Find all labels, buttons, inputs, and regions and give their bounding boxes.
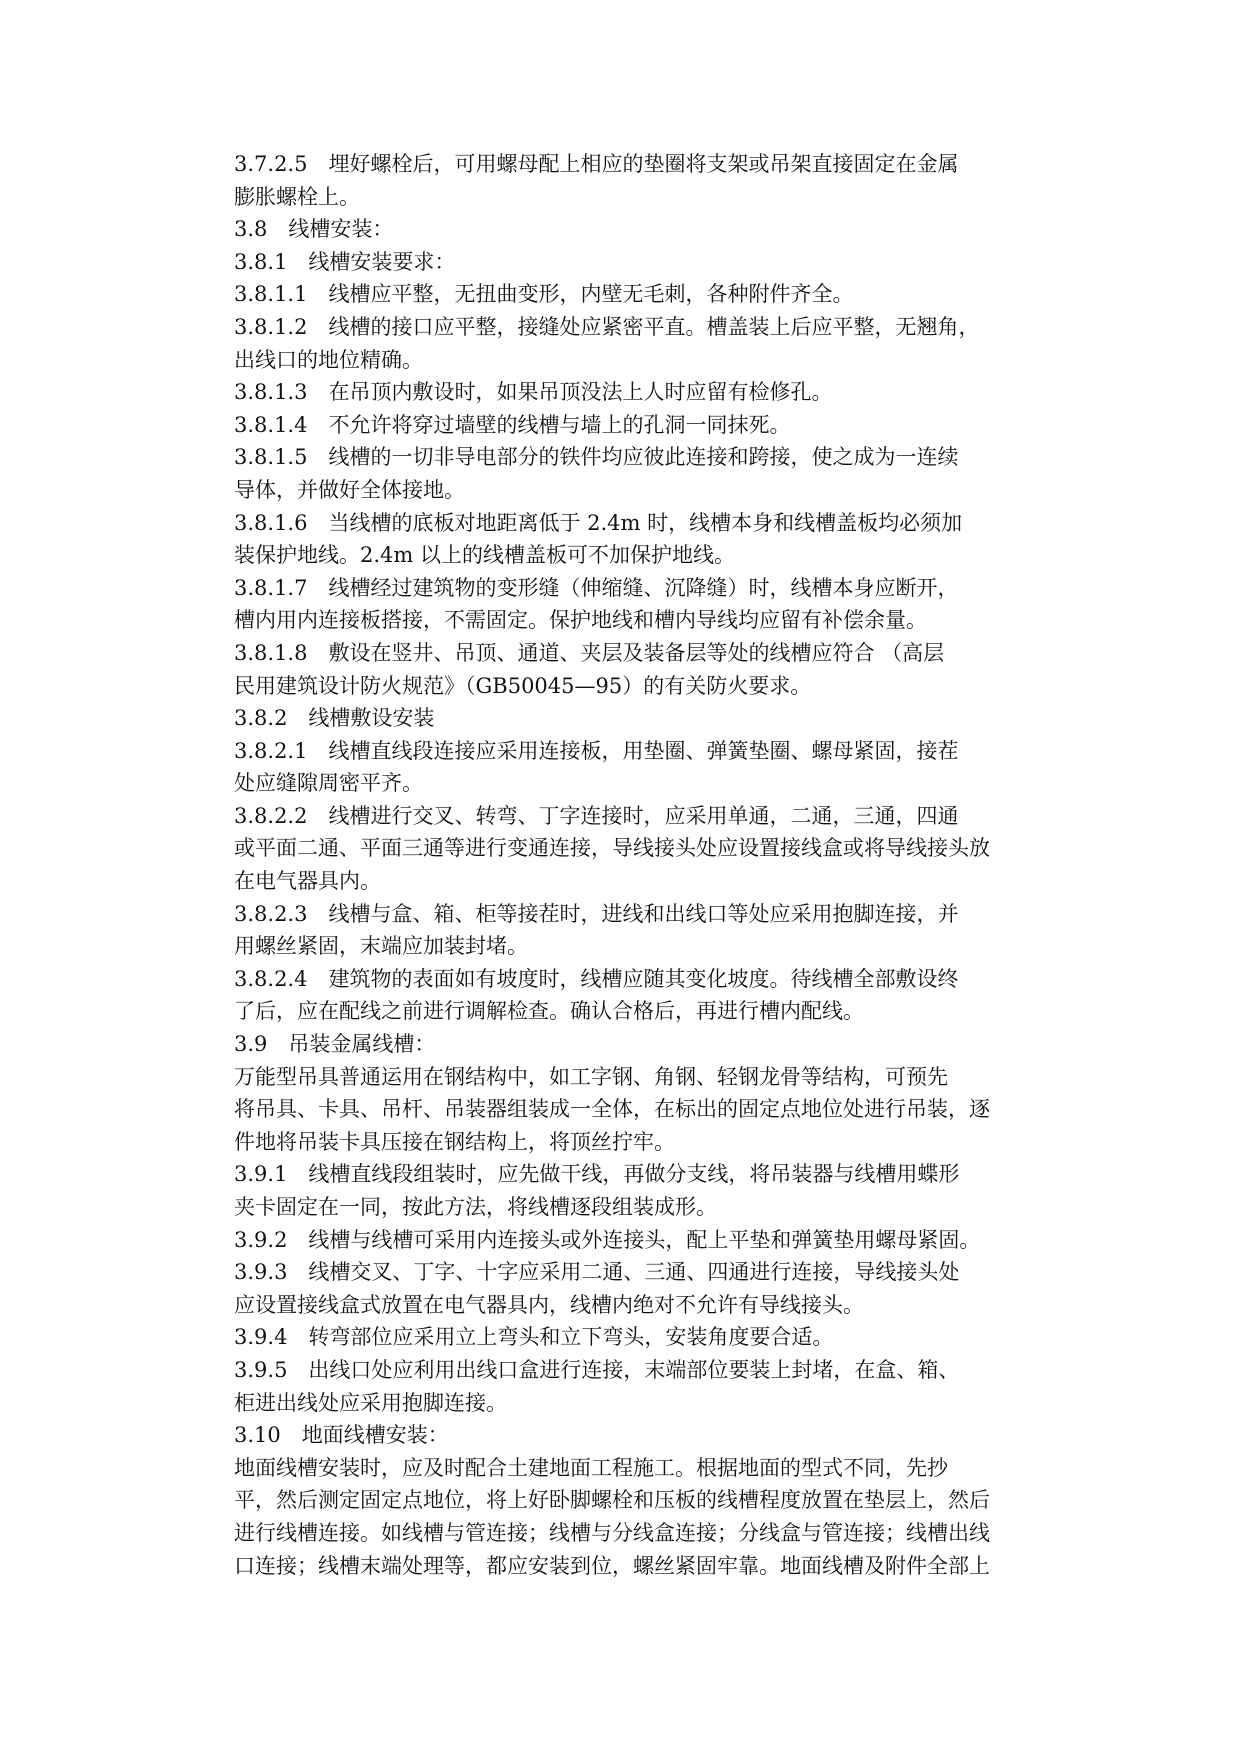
text-line: 3.8.1.3 在吊顶内敷设时，如果吊顶没法上人时应留有检修孔。 bbox=[234, 380, 833, 405]
text-line: 3.8 线槽安装： bbox=[234, 217, 394, 242]
text-line: 3.9.3 线槽交叉、丁字、十字应采用二通、三通、四通进行连接，导线接头处 bbox=[234, 1260, 960, 1285]
text-line: 3.8.1.5 线槽的一切非导电部分的铁件均应彼此连接和跨接，使之成为一连续 bbox=[234, 445, 959, 470]
text-line: 3.8.1.7 线槽经过建筑物的变形缝（伸缩缝、沉降缝）时，线槽本身应断开， bbox=[234, 575, 959, 600]
paragraph bbox=[187, 963, 1087, 1028]
text-line: 地面线槽安装时，应及时配合土建地面工程施工。根据地面的型式不同，先抄 bbox=[234, 1455, 948, 1480]
text-line: 了后，应在配线之前进行调解检查。确认合格后，再进行槽内配线。 bbox=[234, 999, 864, 1024]
text-line: 出线口的地位精确。 bbox=[234, 347, 423, 372]
text-line: 3.8.1.1 线槽应平整，无扭曲变形，内壁无毛刺，各种附件齐全。 bbox=[234, 282, 854, 307]
paragraph bbox=[187, 637, 1087, 702]
text-line: 3.9 吊装金属线槽： bbox=[234, 1032, 436, 1057]
text-line: 柜进出线处应采用抱脚连接。 bbox=[234, 1390, 507, 1415]
paragraph bbox=[187, 1061, 1087, 1159]
paragraph bbox=[187, 572, 1087, 637]
paragraph bbox=[187, 409, 1087, 442]
paragraph bbox=[187, 278, 1087, 311]
paragraph bbox=[187, 1224, 1087, 1257]
paragraph bbox=[187, 702, 1087, 735]
text-line: 3.8.1.4 不允许将穿过墙壁的线槽与墙上的孔洞一同抹死。 bbox=[234, 412, 791, 437]
text-line: 3.7.2.5 埋好螺栓后，可用螺母配上相应的垫圈将支架或吊架直接固定在金属 bbox=[234, 152, 959, 176]
paragraph bbox=[187, 1452, 1087, 1582]
paragraph bbox=[187, 1354, 1087, 1419]
paragraph bbox=[187, 1256, 1087, 1321]
text-line: 3.8.2.4 建筑物的表面如有坡度时，线槽应随其变化坡度。待线槽全部敷设终 bbox=[234, 966, 959, 991]
paragraph bbox=[187, 898, 1087, 963]
text-line: 3.8.2.1 线槽直线段连接应采用连接板，用垫圈、弹簧垫圈、螺母紧固，接茬 bbox=[234, 738, 959, 763]
paragraph bbox=[187, 246, 1087, 279]
paragraph bbox=[187, 735, 1087, 800]
text-line: 3.9.1 线槽直线段组装时，应先做干线，再做分支线，将吊装器与线槽用蝶形 bbox=[234, 1162, 960, 1187]
text-line: 3.8.1.6 当线槽的底板对地距离低于 2.4m 时，线槽本身和线槽盖板均必须加 bbox=[234, 510, 963, 535]
text-line: 3.8.2 线槽敷设安装 bbox=[234, 706, 435, 731]
paragraph bbox=[187, 441, 1087, 506]
text-line: 或平面二通、平面三通等进行变通连接，导线接头处应设置接线盒或将导线接头放 bbox=[234, 836, 990, 861]
paragraph bbox=[187, 1028, 1087, 1061]
text-line: 3.9.5 出线口处应利用出线口盒进行连接，末端部位要装上封堵，在盒、箱、 bbox=[234, 1357, 960, 1382]
text-line: 进行线槽连接。如线槽与管连接；线槽与分线盒连接；分线盒与管连接；线槽出线 bbox=[234, 1520, 990, 1545]
text-line: 导体，并做好全体接地。 bbox=[234, 477, 465, 502]
text-line: 槽内用内连接板搭接，不需固定。保护地线和槽内导线均应留有补偿余量。 bbox=[234, 608, 927, 633]
text-line: 将吊具、卡具、吊杆、吊装器组装成一全体，在标出的固定点地位处进行吊装，逐 bbox=[234, 1097, 990, 1122]
text-line: 3.8.1 线槽安装要求： bbox=[234, 249, 456, 274]
paragraph bbox=[187, 800, 1087, 898]
paragraph bbox=[187, 376, 1087, 409]
text-line: 夹卡固定在一同，按此方法，将线槽逐段组装成形。 bbox=[234, 1195, 717, 1219]
paragraph bbox=[187, 1321, 1087, 1354]
paragraph bbox=[187, 148, 1087, 213]
paragraph bbox=[187, 311, 1087, 376]
text-line: 3.10 地面线槽安装： bbox=[234, 1423, 449, 1448]
text-line: 用螺丝紧固，末端应加装封堵。 bbox=[234, 934, 528, 959]
text-line: 平，然后测定固定点地位，将上好卧脚螺栓和压板的线槽程度放置在垫层上，然后 bbox=[234, 1488, 990, 1513]
text-line: 口连接；线槽末端处理等，都应安装到位，螺丝紧固牢靠。地面线槽及附件全部上 bbox=[234, 1553, 990, 1578]
paragraph bbox=[187, 213, 1087, 246]
text-line: 处应缝隙周密平齐。 bbox=[234, 771, 423, 796]
text-line: 万能型吊具普通运用在钢结构中，如工字钢、角钢、轻钢龙骨等结构，可预先 bbox=[234, 1064, 948, 1089]
text-line: 3.8.1.8 敷设在竖井、吊顶、通道、夹层及装备层等处的线槽应符合 （高层 bbox=[234, 640, 945, 665]
text-line: 3.9.4 转弯部位应采用立上弯头和立下弯头，安装角度要合适。 bbox=[234, 1325, 834, 1350]
text-line: 3.8.1.2 线槽的接口应平整，接缝处应紧密平直。槽盖装上后应平整，无翘角， bbox=[234, 314, 980, 339]
text-line: 3.9.2 线槽与线槽可采用内连接头或外连接头，配上平垫和弹簧垫用螺母紧固。 bbox=[234, 1227, 981, 1252]
text-line: 在电气器具内。 bbox=[234, 869, 381, 894]
paragraph bbox=[187, 507, 1087, 572]
paragraph bbox=[187, 1158, 1087, 1223]
document-body bbox=[187, 148, 1087, 1582]
text-line: 膨胀螺栓上。 bbox=[234, 184, 360, 209]
paragraph bbox=[187, 1419, 1087, 1452]
text-line: 件地将吊装卡具压接在钢结构上，将顶丝拧牢。 bbox=[234, 1129, 675, 1154]
text-line: 装保护地线。2.4m 以上的线槽盖板可不加保护地线。 bbox=[234, 543, 735, 568]
text-line: 应设置接线盒式放置在电气器具内，线槽内绝对不允许有导线接头。 bbox=[234, 1292, 864, 1317]
text-line: 民用建筑设计防火规范》（GB50045—95）的有关防火要求。 bbox=[234, 673, 812, 698]
text-line: 3.8.2.2 线槽进行交叉、转弯、丁字连接时，应采用单通，二通，三通，四通 bbox=[234, 803, 959, 828]
text-line: 3.8.2.3 线槽与盒、箱、柜等接茬时，进线和出线口等处应采用抱脚连接，并 bbox=[234, 901, 959, 926]
